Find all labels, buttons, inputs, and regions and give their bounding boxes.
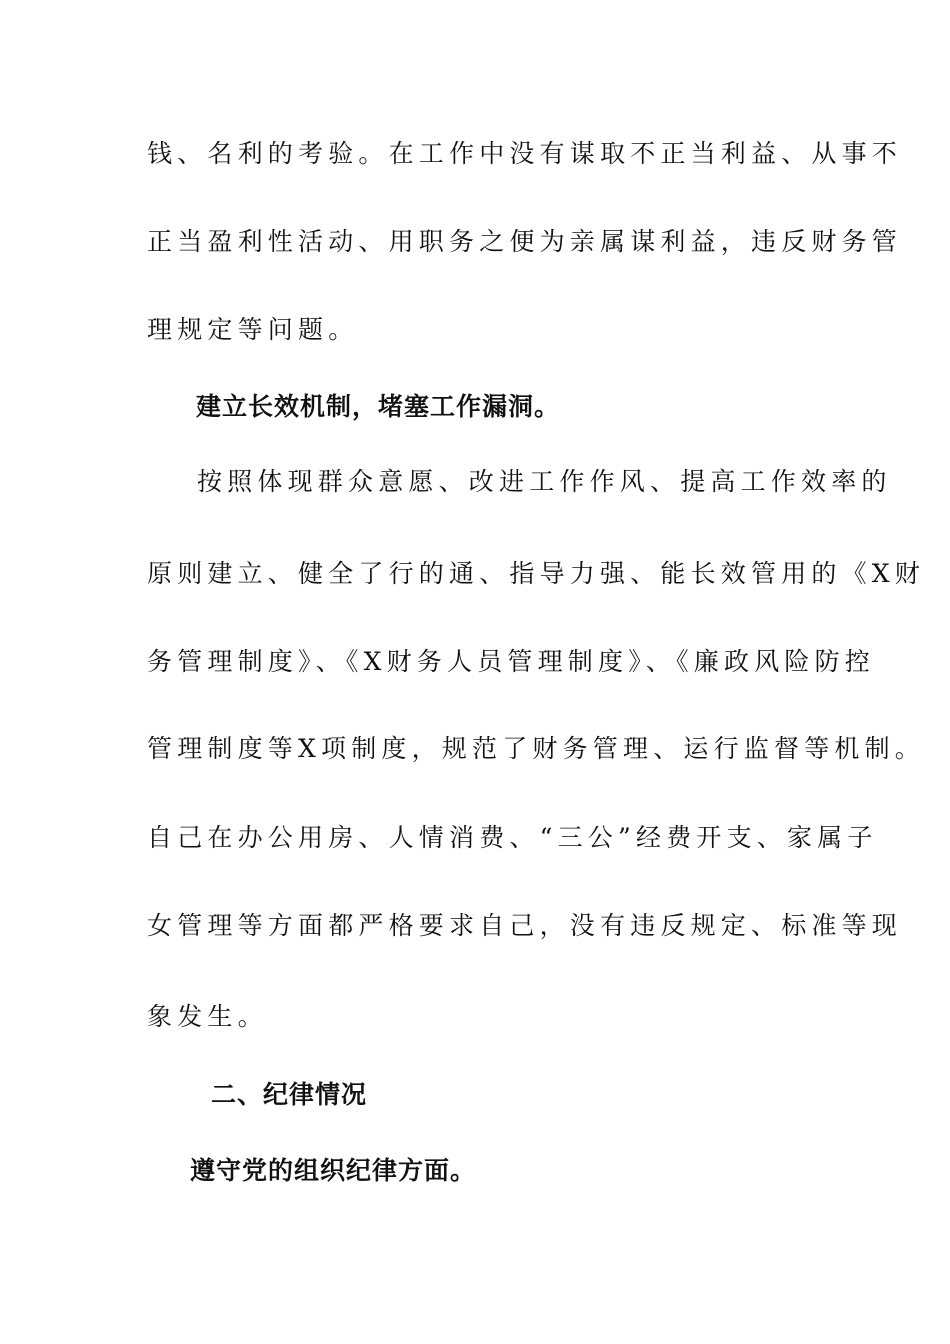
- body-text-line: 自己在办公用房、人情消费、“三公”经费开支、家属子: [147, 823, 878, 852]
- sub-heading: 遵守党的组织纪律方面。: [190, 1156, 477, 1185]
- body-text-line: 管理制度等X项制度，规范了财务管理、运行监督等机制。: [147, 734, 926, 763]
- section-heading: 二、纪律情况: [211, 1080, 368, 1109]
- body-text-line: 按照体现群众意愿、改进工作作风、提高工作效率的: [197, 467, 892, 496]
- body-text-line: 象发生。: [147, 1002, 268, 1031]
- body-text-line: 务管理制度》、《X财务人员管理制度》、《廉政风险防控: [147, 647, 876, 676]
- body-text-line: 理规定等问题。: [147, 315, 359, 344]
- section-heading: 建立长效机制，堵塞工作漏洞。: [196, 392, 561, 421]
- body-text-line: 正当盈利性活动、用职务之便为亲属谋利益，违反财务管: [147, 227, 903, 256]
- body-text-line: 原则建立、健全了行的通、指导力强、能长效管用的《X财: [147, 559, 926, 588]
- body-text-line: 女管理等方面都严格要求自己，没有违反规定、标准等现: [147, 911, 903, 940]
- body-text-line: 钱、名利的考验。在工作中没有谋取不正当利益、从事不: [147, 139, 903, 168]
